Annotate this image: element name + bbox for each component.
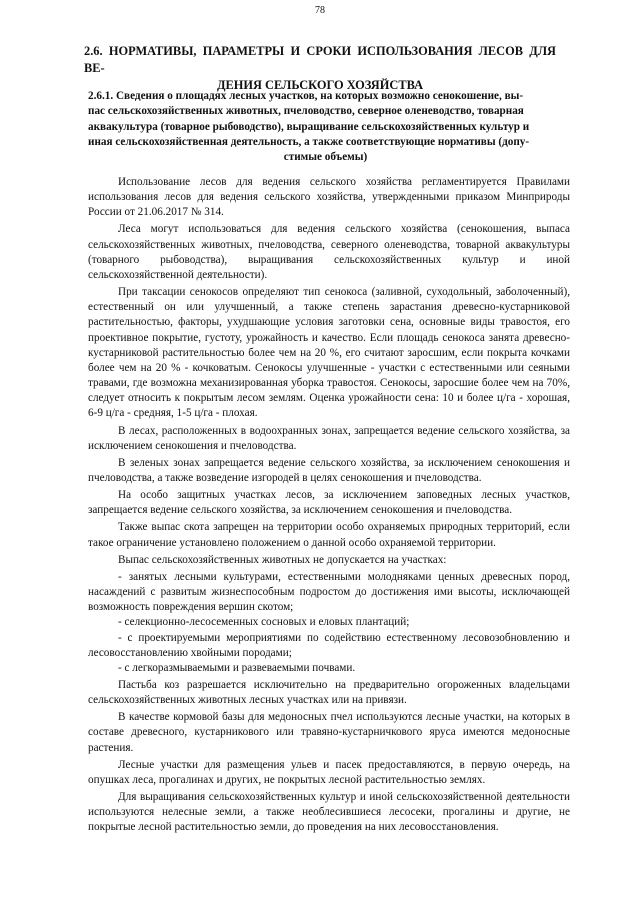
section-heading	[84, 43, 556, 94]
section-heading-line: ДЕНИЯ СЕЛЬСКОГО ХОЗЯЙСТВА	[216, 78, 424, 92]
subsection-heading-line: иная сельскохозяйственная деятельность, а также соответствующие нормативы (допу-	[88, 135, 530, 148]
paragraph: На особо защитных участках лесов, за исключением заповедных лесных участков, запрещается ведение сельского хозяйства, за исключением сенокошения и пчеловодства.	[88, 489, 570, 517]
paragraph: Использование лесов для ведения сельского хозяйства регламентируется Правилами использования лесов для ведения сельского хозяйства, утвержденными приказом Минприроды России от 21.06.2017 № 314.	[88, 176, 570, 219]
paragraph: Также выпас скота запрещен на территории особо охраняемых природных территорий, если такое ограничение установлено положением о данной особо охраняемой территории.	[88, 521, 570, 549]
subsection-heading-line: пас сельскохозяйственных животных, пчеловодство, северное оленеводство, товарная	[88, 105, 524, 118]
section-heading-line: 2.6. НОРМАТИВЫ, ПАРАМЕТРЫ И СРОКИ ИСПОЛЬЗОВАНИЯ ЛЕСОВ ДЛЯ ВЕ-	[84, 44, 556, 75]
page-number: 78	[315, 5, 325, 16]
list-item: - селекционно-лесосеменных сосновых и еловых плантаций;	[118, 616, 410, 629]
list-item: - занятых лесными культурами, естественными молодняками ценных древесных пород, насаждений с развитым жизнеспособным подростом до достижения ими высоты, исключающей возможность повреждения вершин скотом;	[88, 570, 570, 614]
paragraph: В лесах, расположенных в водоохранных зонах, запрещается ведение сельского хозяйства, за исключением сенокошения и пчеловодства.	[88, 424, 570, 452]
body-text	[88, 175, 570, 836]
paragraph: Лесные участки для размещения ульев и пасек предоставляются, в первую очередь, на опушках леса, прогалинах и других, не покрытых лесной растительностью землях.	[88, 758, 570, 786]
paragraph: В зеленых зонах запрещается ведение сельского хозяйства, за исключением сенокошения и пчеловодства, а также возведение изгородей в целях сенокошения и пчеловодства.	[88, 456, 570, 484]
paragraph: Для выращивания сельскохозяйственных культур и иной сельскохозяйственной деятельности используются нелесные земли, а также необлесившиеся лесосеки, прогалины и другие, не покрытые лесной растительностью земли, до проведения на них лесовосстановления.	[88, 791, 570, 834]
list-item: - с легкоразмываемыми и развеваемыми почвами.	[118, 661, 356, 674]
subsection-heading-line: стимые объемы)	[283, 151, 368, 164]
subsection-heading	[88, 89, 563, 165]
list-item: - с проектируемыми мероприятиями по содействию естественному лесовозобновлению и лесовосстановлению хвойными породами;	[88, 631, 570, 659]
paragraph: Леса могут использоваться для ведения сельского хозяйства (сенокошения, выпаса сельскохозяйственных животных, пчеловодства, северного оленеводства, товарной аквакультуры (товарного рыбоводства), выращивания сельскохозяйственных культур и иной сельскохозяйственной деятельности).	[88, 223, 570, 281]
paragraph: Пастьба коз разрешается исключительно на предварительно огороженных владельцами сельскохозяйственных животных лесных участках или на привязи.	[88, 679, 570, 707]
paragraph: Выпас сельскохозяйственных животных не допускается на участках:	[118, 553, 447, 566]
paragraph: При таксации сенокосов определяют тип сенокоса (заливной, суходольный, заболоченный), естественный он или улучшенный, а также степень зарастания древесно-кустарниковой растительностью, факторы, ухудшающие условия заготовки сена, основные виды травостоя, его проективное покрытие, густоту, урожайность и качество. Если площадь сенокоса занята древесно-кустарниковой растительностью более чем на 20 %, его считают заросшим, если покрыта кочками более чем на 20 % - кочковатым. Сенокосы улучшенные - участки с естественными или сеяными травами, где возможна механизированная уборка травостоя. Сенокосы, заросшие более чем на 70%, следует относить к покрытым лесом землям. Оценка урожайности сена: 10 и более ц/га - хорошая, 6-9 ц/га - средняя, 1-5 ц/га - плохая.	[88, 286, 570, 420]
subsection-heading-line: 2.6.1. Сведения о площадях лесных участков, на которых возможно сенокошение, вы-	[88, 90, 524, 102]
subsection-heading-line: аквакультура (товарное рыбоводство), выращивание сельскохозяйственных культур и	[88, 120, 530, 133]
paragraph: В качестве кормовой базы для медоносных пчел используются лесные участки, на которых в составе древесного, кустарникового или травяно-кустарничкового яруса имеются медоносные растения.	[88, 711, 570, 754]
